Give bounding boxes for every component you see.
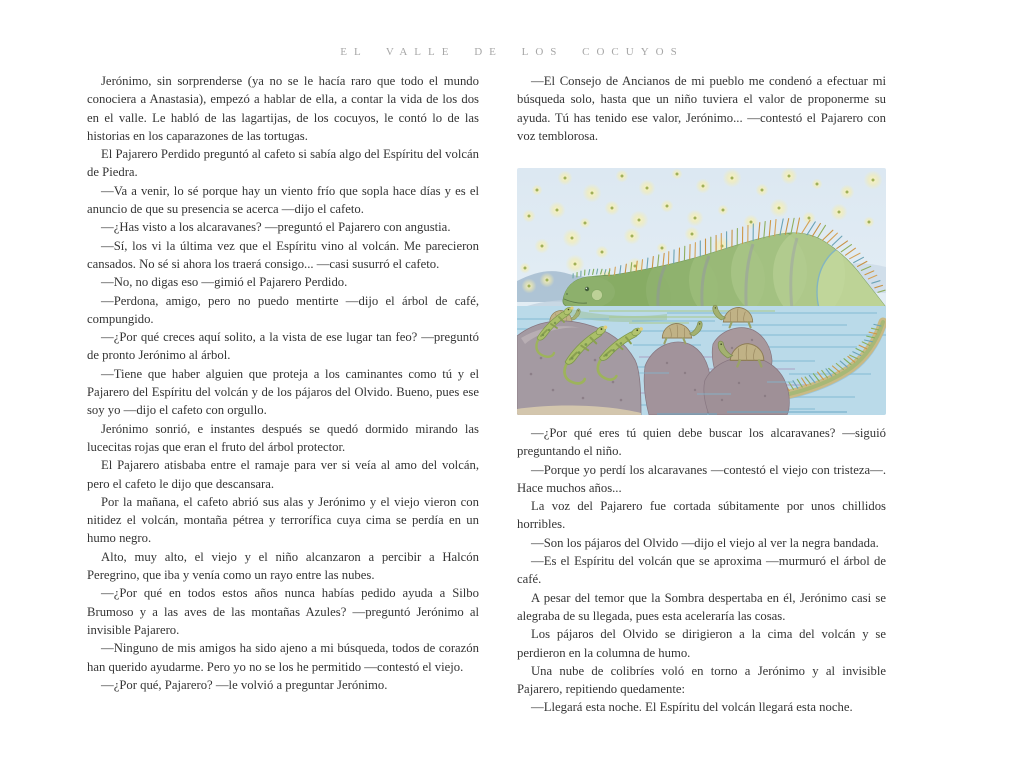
paragraph: —¿Por qué, Pajarero? —le volvió a preguntar Jerónimo. — [101, 677, 388, 692]
paragraph: —Perdona, amigo, pero no puedo mentirte —dijo el árbol de café, compungido. — [87, 293, 479, 326]
illustration-svg — [517, 168, 886, 415]
paragraph: A pesar del temor que la Sombra despertaba en él, Jerónimo casi se alegraba de su llegada, pues esta aceleraría las cosas. — [517, 590, 886, 623]
illustration-valley-scene — [517, 168, 886, 415]
paragraph: —¿Por qué en todos estos años nunca habías pedido ayuda a Silbo Brumoso y a las aves de las montañas Azules? —preguntó Jerónimo al invisible Pajarero. — [87, 586, 479, 637]
paragraph: —¿Por qué creces aquí solito, a la vista de ese lugar tan feo? —preguntó de pronto Jerónimo al árbol. — [87, 330, 479, 363]
paragraph: —Sí, los vi la última vez que el Espíritu vino al volcán. Me parecieron cansados. No sé si ahora los traerá consigo... —casi susurró el cafeto. — [87, 238, 479, 271]
paragraph: Jerónimo sonrió, e instantes después se quedó dormido mirando las lucecitas rojas que eran el fruto del árbol protector. — [87, 421, 479, 454]
right-text-column-top — [517, 72, 886, 145]
iguana-eye — [585, 287, 589, 291]
paragraph: —Son los pájaros del Olvido —dijo el viejo al ver la negra bandada. — [531, 535, 879, 550]
paragraph: Por la mañana, el cafeto abrió sus alas y Jerónimo y el viejo vieron con nitidez el volcán, montaña pétrea y terrorífica cuya cima se perdía en un humo negro. — [87, 494, 479, 546]
paragraph: Jerónimo, sin sorprenderse (ya no se le hacía raro que todo el mundo conociera a Anastasia), empezó a hablar de ella, a contar la vida de los dos en el valle. Le habló de las lagartijas, de los cocuyos, le contó lo de las historias en los caparazones de las tortugas. — [87, 74, 479, 143]
paragraph: —¿Has visto a los alcaravanes? —preguntó el Pajarero con angustia. — [101, 220, 451, 235]
paragraph: Alto, muy alto, el viejo y el niño alcanzaron a percibir a Halcón Peregrino, que iba y venía como un rayo entre las nubes. — [87, 549, 479, 583]
paragraph: Los pájaros del Olvido se dirigieron a la cima del volcán y se perdieron en la columna de humo. — [517, 627, 886, 660]
paragraph: —¿Por qué eres tú quien debe buscar los alcaravanes? —siguió preguntando el niño. — [517, 426, 886, 459]
paragraph: El Pajarero Perdido preguntó al cafeto si sabía algo del Espíritu del volcán de Piedra. — [87, 147, 479, 180]
paragraph: La voz del Pajarero fue cortada súbitamente por unos chillidos horribles. — [517, 499, 886, 532]
running-header: EL VALLE DE LOS COCUYOS — [340, 46, 684, 58]
paragraph: —Porque yo perdí los alcaravanes —contestó el viejo con tristeza—. Hace muchos años... — [517, 462, 886, 495]
paragraph: —Tiene que haber alguien que proteja a los caminantes como tú y el Pajarero del Espíritu del volcán y de los pájaros del Olvido. Bueno, pues ese soy yo —dijo el cafeto con orgullo. — [87, 366, 479, 418]
paragraph: Una nube de colibríes voló en torno a Jerónimo y al invisible Pajarero, repitiendo quedamente: — [517, 663, 886, 697]
right-text-column-bottom — [517, 424, 886, 717]
iguana-nostril — [566, 293, 568, 295]
paragraph: El Pajarero atisbaba entre el ramaje para ver si veía al amo del volcán, pero el cafeto le dijo que descansara. — [87, 458, 479, 491]
left-text-column — [87, 72, 479, 694]
paragraph: —No, no digas eso —gimió el Pajarero Perdido. — [101, 275, 348, 290]
paragraph: —Es el Espíritu del volcán que se aproxima —murmuró el árbol de café. — [517, 554, 886, 587]
paragraph: —Llegará esta noche. El Espíritu del volcán llegará esta noche. — [531, 700, 853, 715]
paragraph: —Va a venir, lo sé porque hay un viento frío que sopla hace días y es el anuncio de que su presencia se acerca —dijo el cafeto. — [87, 183, 479, 217]
paragraph: —Ninguno de mis amigos ha sido ajeno a mi búsqueda, todos de corazón han querido ayudarme. Pero yo no se los he permitido —contestó el viejo. — [87, 641, 479, 674]
paragraph: —El Consejo de Ancianos de mi pueblo me condenó a efectuar mi búsqueda solo, hasta que un niño tuviera el valor de proponerme su ayuda. Tú has tenido ese valor, Jerónimo... —contestó el Pajarero con voz temblorosa. — [517, 74, 886, 143]
iguana-cheek — [592, 290, 603, 301]
